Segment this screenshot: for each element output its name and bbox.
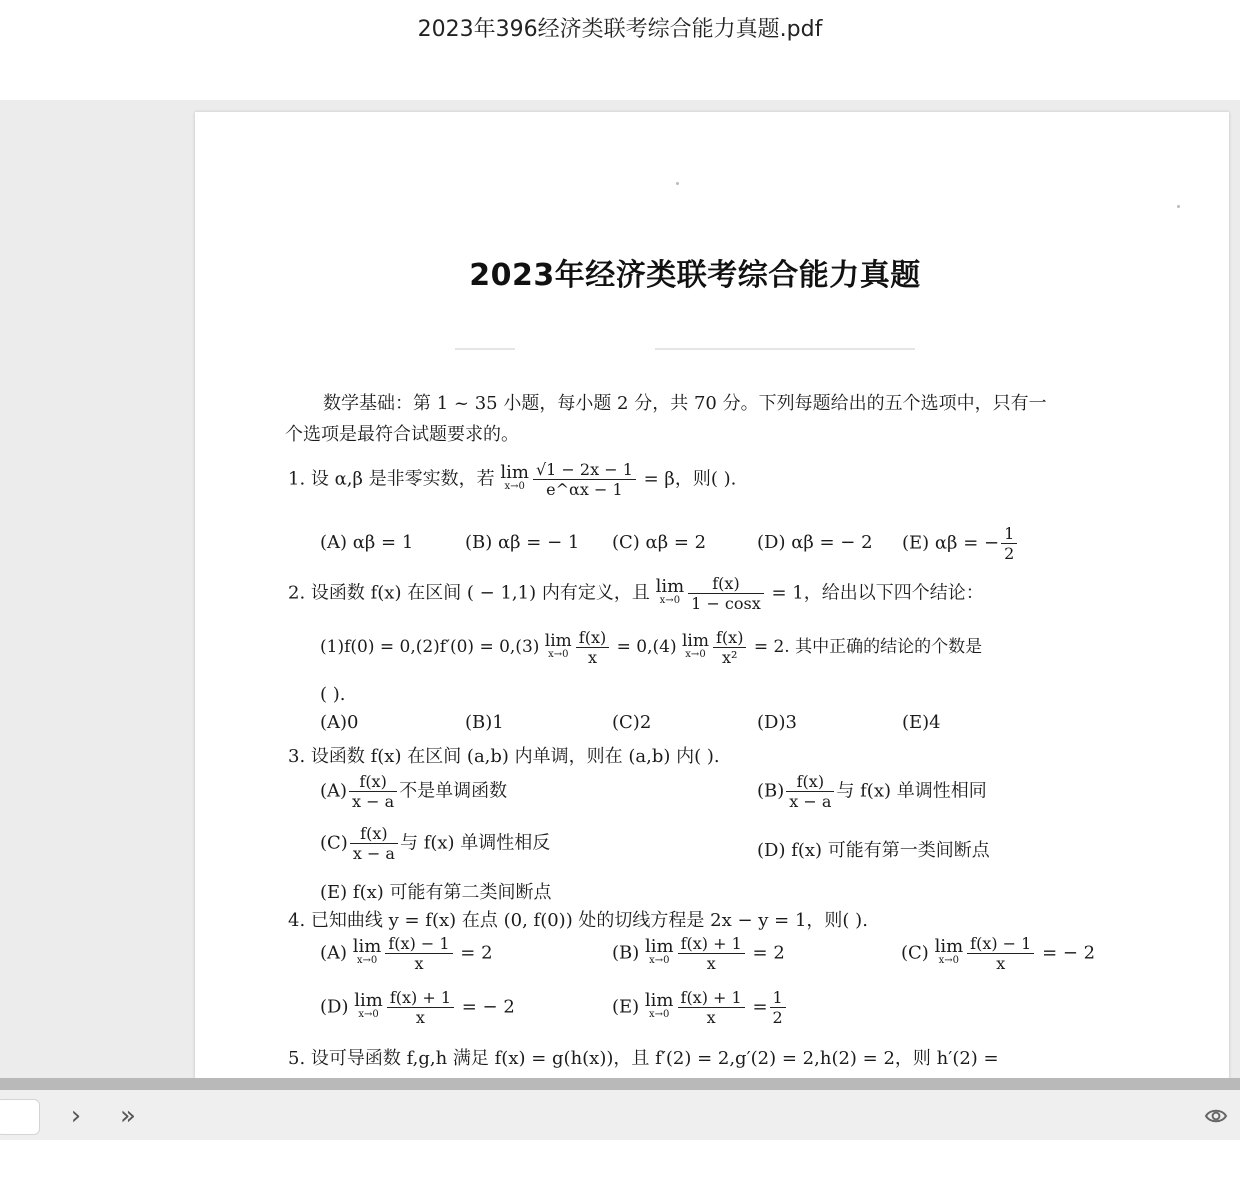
last-page-button[interactable]: » xyxy=(114,1099,142,1133)
fraction: $\frac{√1 - 2x - 1}{e\^{}\alpha x - 1}$ xyxy=(533,460,636,499)
intro-line-2: 个选项是最符合试题要求的。 xyxy=(285,424,519,445)
option-a[interactable]: (A)0 xyxy=(320,712,359,733)
limit-operator: lim x→0 xyxy=(655,575,685,606)
option-a[interactable]: (A) $\frac{f(x)}{x - a}$ 不是单调函数 xyxy=(320,772,508,811)
option-d[interactable]: (D) lim x→0 $\frac{f(x) + 1}{x}$ = − 2 xyxy=(320,988,515,1027)
page-number-input[interactable] xyxy=(0,1099,40,1135)
question-3-stem: 3. 设函数 f(x) 在区间 (a,b) 内单调，则在 (a,b) 内( ). xyxy=(288,746,720,767)
option-b[interactable]: (B) $\frac{f(x)}{x - a}$ 与 f(x) 单调性相同 xyxy=(757,772,987,811)
question-2-stem xyxy=(288,574,984,613)
page-title: 2023年经济类联考综合能力真题 xyxy=(469,258,921,293)
question-text: 2. 设函数 f(x) 在区间 ( − 1,1) 内有定义，且 xyxy=(288,582,650,604)
option-d[interactable]: (D)3 xyxy=(757,712,797,733)
question-1-stem xyxy=(288,460,736,499)
option-e[interactable]: (E) lim x→0 $\frac{f(x) + 1}{x}$ = $\frac{1}{2}$ xyxy=(612,988,788,1027)
file-title: 2023年396经济类联考综合能力真题.pdf xyxy=(417,17,823,42)
pdf-page xyxy=(195,112,1229,1078)
intro-line-1: 数学基础：第 1 ~ 35 小题，每小题 2 分，共 70 分。下列每题给出的五个选项中，只有一 xyxy=(323,393,1047,414)
pdf-viewer[interactable] xyxy=(0,100,1240,1078)
option-e[interactable]: (E) αβ = − $\frac{1}{2}$ xyxy=(902,524,1019,563)
horizontal-scrollbar[interactable] xyxy=(0,1078,1240,1090)
option-c[interactable]: (C) lim x→0 $\frac{f(x) - 1}{x}$ = − 2 xyxy=(901,934,1096,973)
question-text: = β，则( ). xyxy=(643,468,737,490)
limit-operator: lim x→0 xyxy=(500,461,529,492)
scan-artifact-line xyxy=(655,348,915,350)
option-c[interactable]: (C) $\frac{f(x)}{x - a}$ 与 f(x) 单调性相反 xyxy=(320,824,551,863)
eye-icon[interactable] xyxy=(1204,1106,1228,1126)
title-bar xyxy=(0,0,1240,100)
question-4-stem: 4. 已知曲线 y = f(x) 在点 (0, f(0)) 处的切线方程是 2x − y = 1，则( ). xyxy=(288,910,868,931)
question-2-paren: ( ). xyxy=(320,684,346,705)
option-e[interactable]: (E) f(x) 可能有第二类间断点 xyxy=(320,882,552,903)
option-b[interactable]: (B)1 xyxy=(465,712,504,733)
section-instructions xyxy=(285,388,1105,450)
question-5-stem: 5. 设可导函数 f,g,h 满足 f(x) = g(h(x))，且 f′(2) = 2,g′(2) = 2,h(2) = 2，则 h′(2) = xyxy=(288,1048,999,1069)
scan-speck xyxy=(1177,205,1180,208)
option-e[interactable]: (E)4 xyxy=(902,712,941,733)
pager-toolbar xyxy=(0,1090,1240,1140)
fraction: $\frac{f(x)}{1 - \cos x}$ xyxy=(688,574,764,613)
option-a[interactable]: (A) lim x→0 $\frac{f(x) - 1}{x}$ = 2 xyxy=(320,934,493,973)
option-d[interactable]: (D) αβ = − 2 xyxy=(757,532,873,553)
option-d[interactable]: (D) f(x) 可能有第一类间断点 xyxy=(757,840,990,861)
question-text: = 1，给出以下四个结论： xyxy=(771,582,984,604)
question-text: 1. 设 α,β 是非零实数，若 xyxy=(288,468,495,490)
option-b[interactable]: (B) lim x→0 $\frac{f(x) + 1}{x}$ = 2 xyxy=(612,934,785,973)
option-c[interactable]: (C)2 xyxy=(612,712,652,733)
option-c[interactable]: (C) αβ = 2 xyxy=(612,532,707,553)
option-b[interactable]: (B) αβ = − 1 xyxy=(465,532,580,553)
option-a[interactable]: (A) αβ = 1 xyxy=(320,532,414,553)
scan-artifact-line xyxy=(455,348,515,350)
question-2-conclusions: (1)f(0) = 0,(2)f′(0) = 0,(3) lim x→0 $\frac{f(x)}{x}$ = 0,(4) lim x→0 $\frac{f(x)}{\text{x²}}$ = 2. 其中正确的结论的个数是 xyxy=(320,628,983,667)
scan-speck xyxy=(676,182,679,185)
next-page-button[interactable]: › xyxy=(64,1099,88,1133)
